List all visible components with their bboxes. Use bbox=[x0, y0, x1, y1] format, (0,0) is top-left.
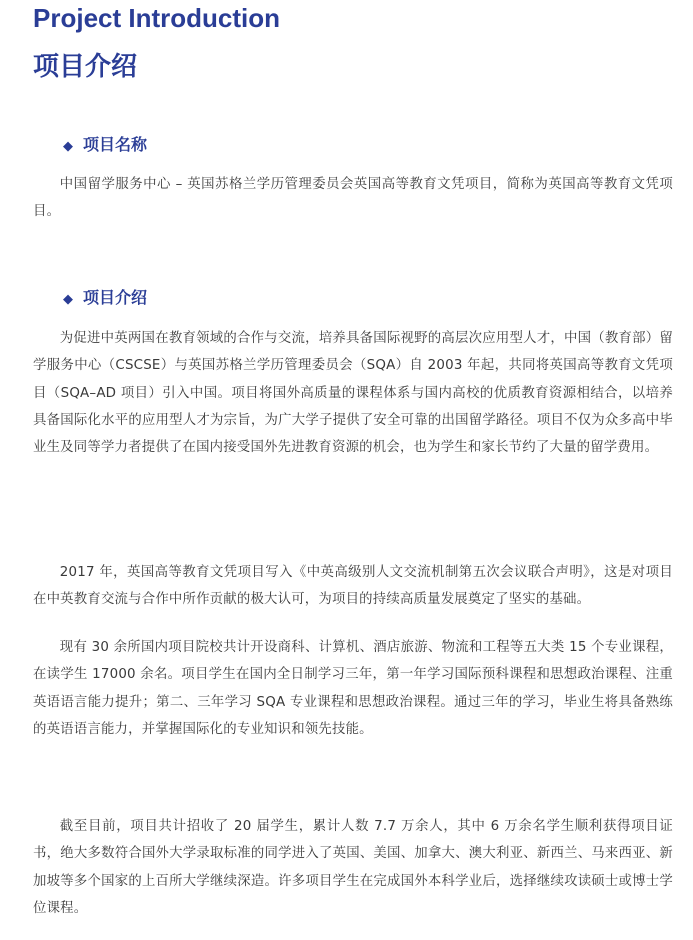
page-title-english: Project Introduction bbox=[33, 3, 280, 33]
section-heading-project-intro bbox=[63, 288, 147, 310]
section-heading-label: 项目介绍 bbox=[83, 288, 148, 307]
paragraph-project-name: 中国留学服务中心 – 英国苏格兰学历管理委员会英国高等教育文凭项目，简称为英国高等教育文凭项目。 bbox=[33, 177, 673, 220]
page-title-chinese: 项目介绍 bbox=[33, 52, 138, 82]
section-heading-project-name bbox=[63, 135, 147, 157]
diamond-bullet-icon: ◆ bbox=[63, 139, 73, 154]
section-heading-label: 项目名称 bbox=[83, 135, 148, 154]
paragraph-intro-2: 2017 年，英国高等教育文凭项目写入《中英高级别人文交流机制第五次会议联合声明》，这是对项目在中英教育交流与合作中所作贡献的极大认可，为项目的持续高质量发展奠定了坚实的基础。 bbox=[33, 565, 674, 608]
paragraph-intro-4: 截至目前，项目共计招收了 20 届学生，累计人数 7.7 万余人，其中 6 万余名学生顺利获得项目证书，绝大多数符合国外大学录取标准的同学进入了英国、美国、加拿大、澳大利亚、新西兰、马来西亚、新加坡等多个国家的上百所大学继续深造。许多项目学生在完成国外本科学业后，选择继续攻读硕士或博士学位课程。 bbox=[33, 819, 673, 916]
paragraph-intro-3: 现有 30 余所国内项目院校共计开设商科、计算机、酒店旅游、物流和工程等五大类 15 个专业课程，在读学生 17000 余名。项目学生在国内全日制学习三年，第一年学习国际预科课程和思想政治课程、注重英语语言能力提升；第二、三年学习 SQA 专业课程和思想政治课程。通过三年的学习，毕业生将具备熟练的英语语言能力，并掌握国际化的专业知识和领先技能。 bbox=[33, 640, 673, 737]
diamond-bullet-icon: ◆ bbox=[63, 292, 73, 307]
paragraph-intro-1: 为促进中英两国在教育领域的合作与交流，培养具备国际视野的高层次应用型人才，中国（教育部）留学服务中心（CSCSE）与英国苏格兰学历管理委员会（SQA）自 2003 年起，共同将英国高等教育文凭项目（SQA–AD 项目）引入中国。项目将国外高质量的课程体系与国内高校的优质教育资源相结合，以培养具备国际化水平的应用型人才为宗旨，为广大学子提供了安全可靠的出国留学路径。项目不仅为众多高中毕业生及同等学力者提供了在国内接受国外先进教育资源的机会，也为学生和家长节约了大量的留学费用。 bbox=[33, 331, 673, 456]
